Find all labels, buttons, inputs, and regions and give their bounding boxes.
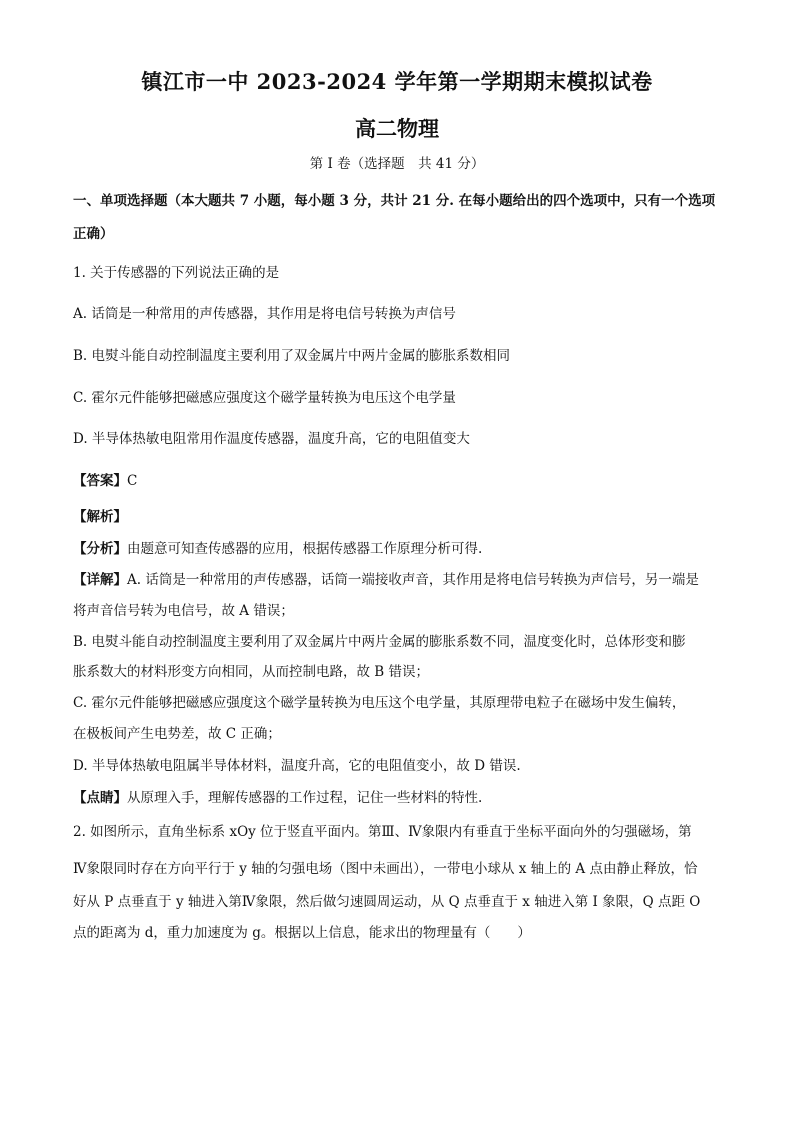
detail-line-7: D. 半导体热敏电阻属半导体材料，温度升高，它的电阻值变小，故 D 错误. bbox=[73, 758, 521, 774]
answer-line bbox=[73, 469, 723, 489]
detail-tag: 【详解】 bbox=[73, 572, 127, 588]
question-1-option-c: C. 霍尔元件能够把磁感应强度这个磁学量转换为电压这个电学量 bbox=[73, 390, 456, 406]
fenxi-tag: 【分析】 bbox=[73, 541, 127, 557]
detail-line-5: C. 霍尔元件能够把磁感应强度这个磁学量转换为电压这个电学量，其原理带电粒子在磁场中发生偏转， bbox=[73, 695, 686, 711]
section-heading-line-2: 正确） bbox=[73, 226, 114, 242]
question-2-line-4: 点的距离为 d，重力加速度为 g。根据以上信息，能求出的物理量有（ ） bbox=[73, 925, 531, 941]
comment-text: 从原理入手，理解传感器的工作过程，记住一些材料的特性. bbox=[127, 790, 483, 806]
exam-title: 镇江市一中 2023-2024 学年第一学期期末模拟试卷 bbox=[141, 69, 653, 94]
analysis-tag: 【解析】 bbox=[73, 509, 127, 525]
fenxi-text: 由题意可知查传感器的应用，根据传感器工作原理分析可得. bbox=[127, 541, 483, 557]
comment-line bbox=[73, 786, 723, 806]
comment-tag: 【点睛】 bbox=[73, 790, 127, 806]
answer-tag: 【答案】 bbox=[73, 473, 127, 489]
question-2-line-3: 好从 P 点垂直于 y 轴进入第Ⅳ象限，然后做匀速圆周运动，从 Q 点垂直于 x 轴进入第 I 象限，Q 点距 O bbox=[73, 894, 701, 910]
question-1-stem: 1. 关于传感器的下列说法正确的是 bbox=[73, 265, 280, 281]
detail-line-6: 在极板间产生电势差，故 C 正确； bbox=[73, 726, 281, 742]
section-heading-line-1: 一、单项选择题（本大题共 7 小题，每小题 3 分，共计 21 分. 在每小题给出的四个选项中，只有一个选项 bbox=[73, 193, 716, 209]
answer-value: C bbox=[127, 473, 138, 489]
question-1-option-d: D. 半导体热敏电阻常用作温度传感器，温度升高，它的电阻值变大 bbox=[73, 431, 470, 447]
detail-line-4: 胀系数大的材料形变方向相同，从而控制电路，故 B 错误； bbox=[73, 664, 430, 680]
question-2-line-1: 2. 如图所示，直角坐标系 xOy 位于竖直平面内。第Ⅲ、Ⅳ象限内有垂直于坐标平面向外的匀强磁场，第 bbox=[73, 824, 692, 840]
detail-text-1: A. 话筒是一种常用的声传感器，话筒一端接收声音，其作用是将电信号转换为声信号，另一端是 bbox=[127, 572, 699, 588]
volume-heading: 第 I 卷（选择题 共 41 分） bbox=[309, 156, 485, 172]
detail-line-3: B. 电熨斗能自动控制温度主要利用了双金属片中两片金属的膨胀系数不同，温度变化时，总体形变和膨 bbox=[73, 634, 686, 650]
question-1-option-b: B. 电熨斗能自动控制温度主要利用了双金属片中两片金属的膨胀系数相同 bbox=[73, 348, 511, 364]
detail-line-1 bbox=[73, 568, 723, 588]
fenxi-line bbox=[73, 537, 723, 557]
question-1-option-a: A. 话筒是一种常用的声传感器，其作用是将电信号转换为声信号 bbox=[73, 306, 456, 322]
question-2-line-2: Ⅳ象限同时存在方向平行于 y 轴的匀强电场（图中未画出），一带电小球从 x 轴上的 A 点由静止释放，恰 bbox=[73, 861, 698, 877]
detail-line-2: 将声音信号转为电信号，故 A 错误； bbox=[73, 603, 294, 619]
exam-subject: 高二物理 bbox=[355, 116, 439, 141]
